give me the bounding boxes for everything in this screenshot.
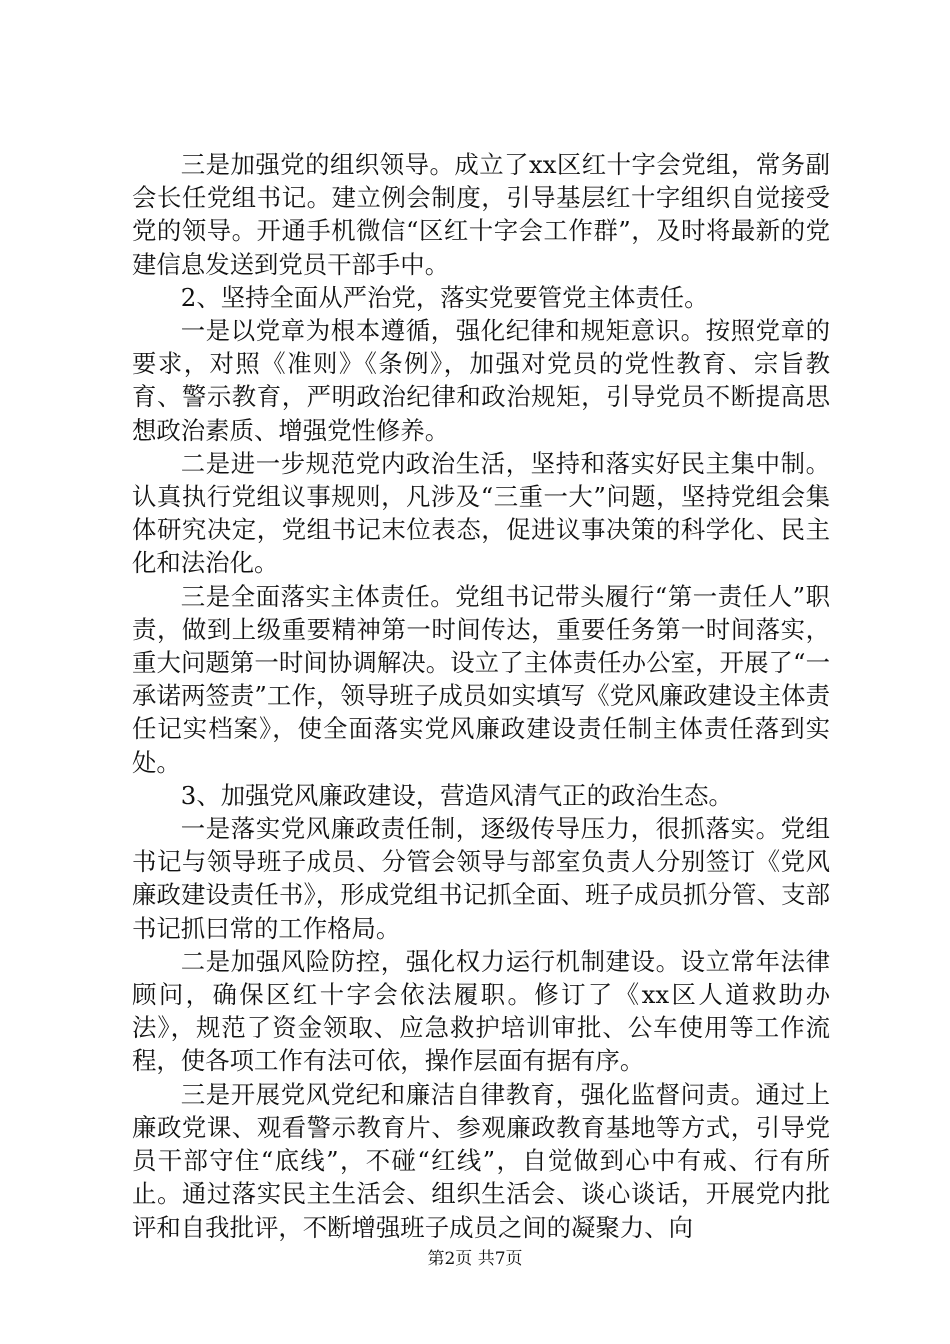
paragraph: 三是全面落实主体责任。党组书记带头履行“第一责任人”职责，做到上级重要精神第一时间传达，重要任务第一时间落实，重大问题第一时间协调解决。设立了主体责任办公室，开展了“一承诺两签责”工作，领导班子成员如实填写《党风廉政建设主体责任记实档案》，使全面落实党风廉政建设责任制主体责任落到实处。 xyxy=(132,581,830,777)
paragraph: 一是以党章为根本遵循，强化纪律和规矩意识。按照党章的要求，对照《准则》《条例》，加强对党员的党性教育、宗旨教育、警示教育，严明政治纪律和政治规矩，引导党员不断提高思想政治素质、增强党性修养。 xyxy=(132,316,830,445)
document-body xyxy=(132,148,830,1244)
paragraph: 三是加强党的组织领导。成立了xx区红十字会党组，常务副会长任党组书记。建立例会制度，引导基层红十字组织自觉接受党的领导。开通手机微信“区红十字会工作群”，及时将最新的党建信息发送到党员干部手中。 xyxy=(132,150,830,279)
section-heading: 3、加强党风廉政建设，营造风清气正的政治生态。 xyxy=(180,780,733,810)
section-heading: 2、坚持全面从严治党，落实党要管党主体责任。 xyxy=(180,282,709,312)
paragraph: 二是加强风险防控，强化权力运行机制建设。设立常年法律顾问，确保区红十字会依法履职。修订了《xx区人道救助办法》，规范了资金领取、应急救护培训审批、公车使用等工作流程，使各项工作有法可依，操作层面有据有序。 xyxy=(132,946,830,1076)
paragraph: 一是落实党风廉政责任制，逐级传导压力，很抓落实。党组书记与领导班子成员、分管会领导与部室负责人分别签订《党风廉政建设责任书》，形成党组书记抓全面、班子成员抓分管、支部书记抓曰常的工作格局。 xyxy=(132,814,830,943)
paragraph: 三是开展党风党纪和廉洁自律教育，强化监督问责。通过上廉政党课、观看警示教育片、参观廉政教育基地等方式，引导党员干部守住“底线”，不碰“红线”，自觉做到心中有戒、行有所止。通过落实民主生活会、组织生活会、谈心谈话，开展党内批评和自我批评，不断增强班子成员之间的凝聚力、向 xyxy=(132,1079,830,1242)
page-number-footer: 第2页 共7页 xyxy=(427,1249,523,1269)
paragraph: 二是进一步规范党内政治生活，坚持和落实好民主集中制。认真执行党组议事规则，凡涉及“三重一大”问题，坚持党组会集体研究决定，党组书记末位表态，促进议事决策的科学化、民主化和法治化。 xyxy=(132,448,830,578)
